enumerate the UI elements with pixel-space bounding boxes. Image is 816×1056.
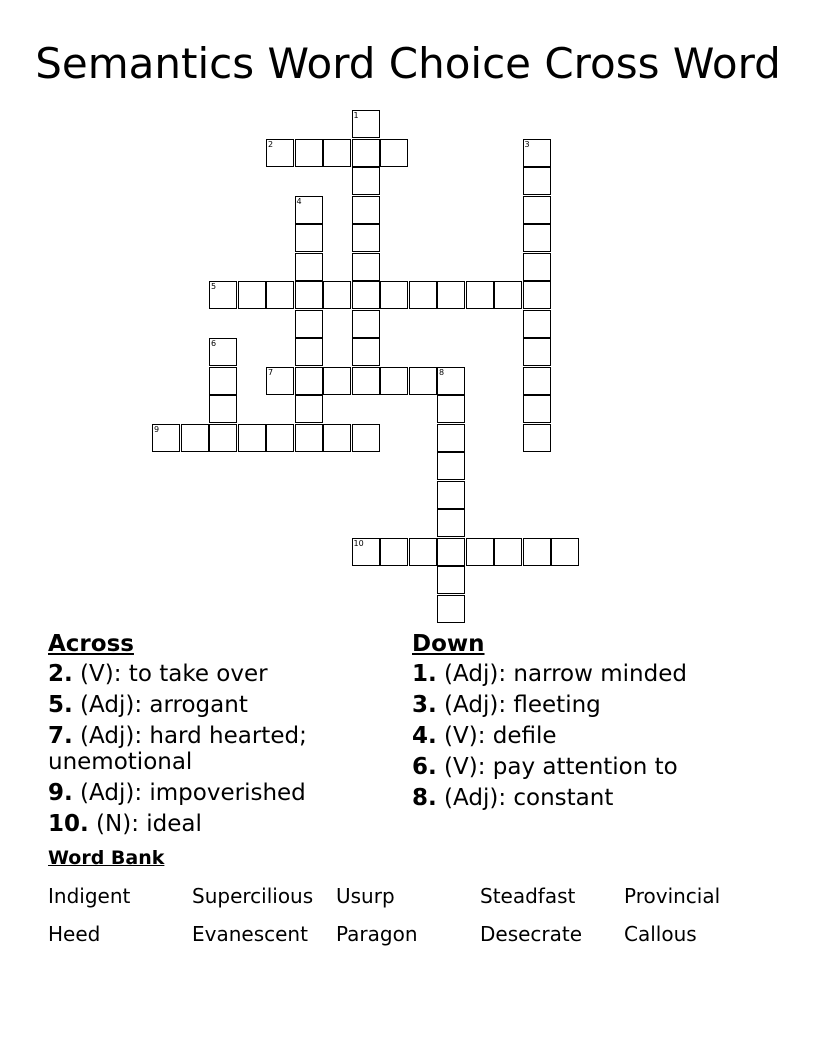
- word-bank-item: Steadfast: [480, 884, 576, 908]
- across-clue: [48, 661, 388, 687]
- grid-cell[interactable]: [437, 595, 465, 623]
- word-bank-item: Indigent: [48, 884, 131, 908]
- grid-cell[interactable]: [266, 281, 294, 309]
- grid-cell[interactable]: [209, 395, 237, 423]
- grid-cell[interactable]: [295, 310, 323, 338]
- grid-cell[interactable]: [352, 338, 380, 366]
- grid-cell[interactable]: [352, 310, 380, 338]
- grid-cell[interactable]: [295, 196, 323, 224]
- down-clue: [412, 692, 752, 718]
- grid-cell[interactable]: [266, 424, 294, 452]
- grid-cell[interactable]: [295, 281, 323, 309]
- grid-cell[interactable]: [323, 367, 351, 395]
- across-clue: [48, 780, 388, 806]
- down-clue-list: [412, 661, 752, 811]
- grid-cell[interactable]: [352, 167, 380, 195]
- clue-number: 10.: [48, 811, 89, 837]
- grid-cell[interactable]: [437, 481, 465, 509]
- clue-text: (Adj): hard hearted; unemotional: [48, 723, 307, 775]
- clue-number: 7.: [48, 723, 73, 749]
- grid-cell[interactable]: [466, 281, 494, 309]
- grid-cell[interactable]: [209, 281, 237, 309]
- grid-cell[interactable]: [437, 395, 465, 423]
- grid-cell[interactable]: [494, 281, 522, 309]
- grid-cell[interactable]: [352, 538, 380, 566]
- cell-number: 5: [211, 282, 217, 291]
- grid-cell[interactable]: [409, 538, 437, 566]
- across-clues: [48, 629, 388, 842]
- grid-cell[interactable]: [380, 139, 408, 167]
- cell-number: 1: [353, 111, 359, 120]
- word-bank-item: Desecrate: [480, 922, 583, 946]
- grid-cell[interactable]: [295, 139, 323, 167]
- grid-cell[interactable]: [352, 281, 380, 309]
- clue-text: (V): to take over: [72, 661, 268, 687]
- grid-cell[interactable]: [523, 253, 551, 281]
- grid-cell[interactable]: [295, 395, 323, 423]
- grid-cell[interactable]: [523, 281, 551, 309]
- down-clue: [412, 723, 752, 749]
- across-clue: [48, 811, 388, 837]
- grid-cell[interactable]: [266, 139, 294, 167]
- word-bank-item: Supercilious: [192, 884, 314, 908]
- grid-cell[interactable]: [437, 538, 465, 566]
- clue-text: (V): defile: [436, 723, 557, 749]
- clue-number: 5.: [48, 692, 73, 718]
- grid-cell[interactable]: [295, 224, 323, 252]
- grid-cell[interactable]: [323, 424, 351, 452]
- grid-cell[interactable]: [437, 424, 465, 452]
- clue-text: (Adj): impoverished: [72, 780, 306, 806]
- clue-text: (N): ideal: [88, 811, 202, 837]
- clue-text: (V): pay attention to: [436, 754, 678, 780]
- grid-cell[interactable]: [523, 367, 551, 395]
- clue-number: 2.: [48, 661, 73, 687]
- across-clue: [48, 692, 388, 718]
- clue-text: (Adj): fleeting: [436, 692, 601, 718]
- grid-cell[interactable]: [209, 424, 237, 452]
- grid-cell[interactable]: [409, 281, 437, 309]
- down-clue: [412, 661, 752, 687]
- clue-number: 4.: [412, 723, 437, 749]
- word-bank-item: Heed: [48, 922, 101, 946]
- grid-cell[interactable]: [437, 566, 465, 594]
- page-title: Semantics Word Choice Cross Word: [35, 39, 781, 88]
- down-clue: [412, 785, 752, 811]
- cell-number: 10: [353, 538, 364, 548]
- grid-cell[interactable]: [352, 224, 380, 252]
- grid-cell[interactable]: [295, 338, 323, 366]
- clue-text: (Adj): constant: [436, 785, 614, 811]
- clue-number: 3.: [412, 692, 437, 718]
- grid-cell[interactable]: [523, 224, 551, 252]
- grid-cell[interactable]: [380, 281, 408, 309]
- word-bank-heading: Word Bank: [48, 847, 165, 869]
- grid-cell[interactable]: [352, 424, 380, 452]
- clue-number: 1.: [412, 661, 437, 687]
- word-bank-item: Paragon: [336, 922, 418, 946]
- grid-cell[interactable]: [523, 395, 551, 423]
- grid-cell[interactable]: [523, 196, 551, 224]
- clue-text: (Adj): arrogant: [72, 692, 248, 718]
- clue-number: 6.: [412, 754, 437, 780]
- cell-number: 2: [268, 139, 274, 149]
- grid-cell[interactable]: [523, 338, 551, 366]
- cell-number: 3: [524, 139, 530, 149]
- grid-cell[interactable]: [523, 424, 551, 452]
- clue-number: 9.: [48, 780, 73, 806]
- grid-cell[interactable]: [295, 253, 323, 281]
- word-bank-item: Usurp: [336, 884, 395, 908]
- clue-text: (Adj): narrow minded: [436, 661, 687, 687]
- grid-cell[interactable]: [437, 367, 465, 395]
- cell-number: 8: [439, 367, 445, 377]
- down-clues: [412, 629, 752, 816]
- grid-cell[interactable]: [380, 367, 408, 395]
- across-clue-list: [48, 661, 388, 837]
- grid-cell[interactable]: [437, 509, 465, 537]
- grid-cell[interactable]: [352, 253, 380, 281]
- grid-cell[interactable]: [437, 281, 465, 309]
- down-heading: Down: [412, 631, 485, 657]
- grid-cell[interactable]: [152, 424, 180, 452]
- grid-cell[interactable]: [437, 452, 465, 480]
- grid-cell[interactable]: [352, 139, 380, 167]
- grid-cell[interactable]: [466, 538, 494, 566]
- grid-cell[interactable]: [352, 196, 380, 224]
- grid-cell[interactable]: [523, 538, 551, 566]
- grid-cell[interactable]: [523, 310, 551, 338]
- grid-cell[interactable]: [295, 367, 323, 395]
- grid-cell[interactable]: [238, 424, 266, 452]
- cell-number: 4: [296, 196, 302, 206]
- grid-cell[interactable]: [209, 367, 237, 395]
- word-bank-item: Provincial: [624, 884, 721, 908]
- grid-cell[interactable]: [523, 167, 551, 195]
- grid-cell[interactable]: [323, 139, 351, 167]
- grid-cell[interactable]: [494, 538, 522, 566]
- grid-cell[interactable]: [409, 367, 437, 395]
- grid-cell[interactable]: [238, 281, 266, 309]
- word-bank-item: Callous: [624, 922, 697, 946]
- cell-number: 7: [268, 367, 274, 377]
- across-clue: [48, 723, 388, 775]
- grid-cell[interactable]: [266, 367, 294, 395]
- grid-cell[interactable]: [181, 424, 209, 452]
- grid-cell[interactable]: [352, 110, 380, 138]
- cell-number: 9: [154, 424, 160, 434]
- grid-cell[interactable]: [523, 139, 551, 167]
- grid-cell[interactable]: [380, 538, 408, 566]
- grid-cell[interactable]: [551, 538, 579, 566]
- grid-cell[interactable]: [323, 281, 351, 309]
- grid-cell[interactable]: [352, 367, 380, 395]
- cell-number: 6: [211, 339, 217, 348]
- across-heading: Across: [48, 631, 134, 657]
- down-clue: [412, 754, 752, 780]
- word-bank-item: Evanescent: [192, 922, 308, 946]
- grid-cell[interactable]: [295, 424, 323, 452]
- grid-cell[interactable]: [209, 338, 237, 366]
- clue-number: 8.: [412, 785, 437, 811]
